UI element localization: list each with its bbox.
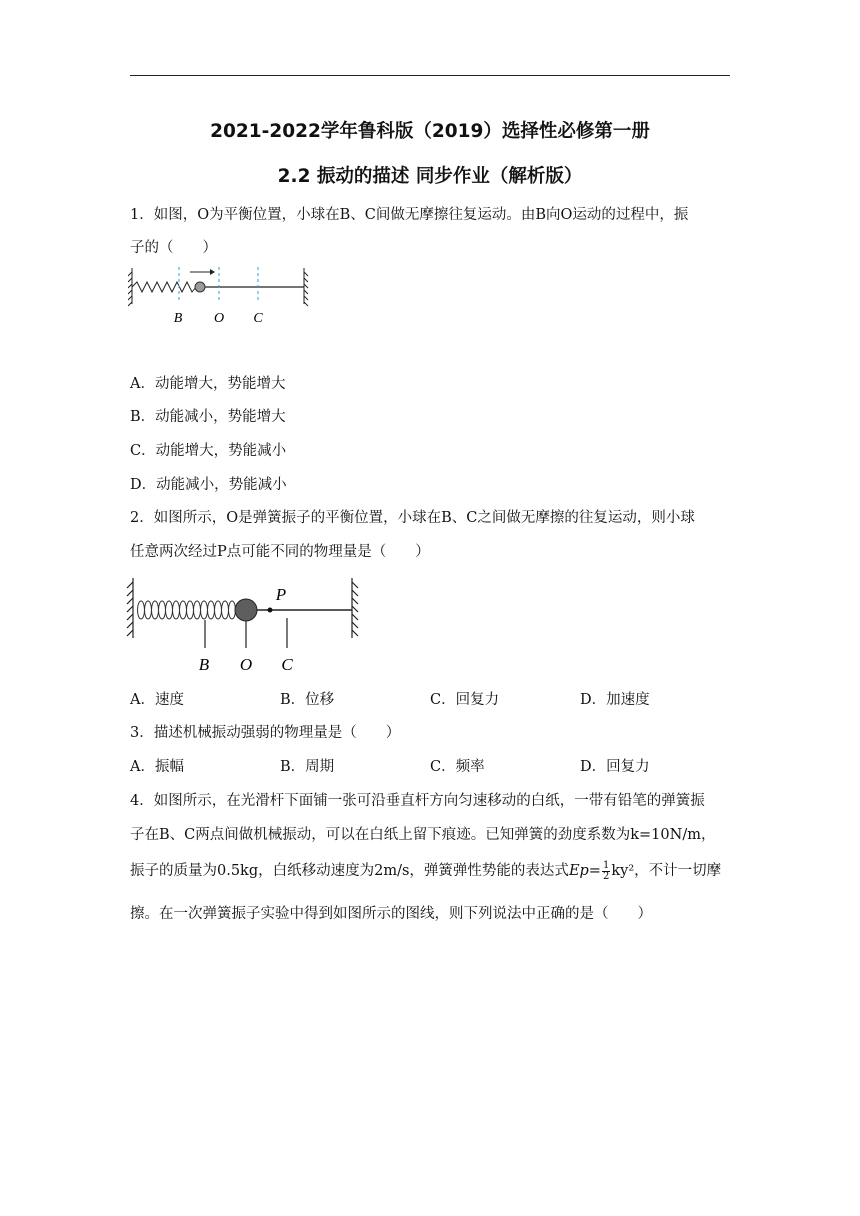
q2-option-a: A．速度 [130, 692, 184, 708]
q2-label-c: C [281, 655, 293, 674]
q2-option-d: D．加速度 [580, 692, 650, 708]
q4-potential-energy-symbol: Ep= [568, 863, 601, 879]
document-subtitle: 2.2 振动的描述 同步作业（解析版） [277, 166, 583, 187]
q4-fraction-numerator: 1 [602, 859, 610, 871]
q4-stem-line2: 子在B、C两点间做机械振动，可以在白纸上留下痕迹。已知弹簧的劲度系数为k=10N/m， [130, 827, 716, 843]
q4-stem-line1: 4．如图所示，在光滑杆下面铺一张可沿垂直杆方向匀速移动的白纸，一带有铅笔的弹簧振 [130, 793, 705, 809]
q2-label-b: B [198, 655, 210, 674]
q1-label-b: B [173, 311, 183, 326]
q2-option-c: C．回复力 [430, 692, 500, 708]
q4-stem-line3-tail: ky²，不计一切摩 [611, 863, 722, 879]
q1-stem-line2: 子的（ ） [130, 240, 217, 256]
q3-option-c: C．频率 [430, 759, 485, 775]
q2-stem-line2: 任意两次经过P点可能不同的物理量是（ ） [130, 544, 430, 560]
q2-spring-oscillator-figure [126, 576, 366, 674]
q1-label-o: O [213, 311, 225, 326]
q4-stem-line4: 擦。在一次弹簧振子实验中得到如图所示的图线，则下列说法中正确的是（ ） [130, 906, 652, 922]
q3-option-a: A．振幅 [130, 759, 184, 775]
document-title: 2021-2022学年鲁科版（2019）选择性必修第一册 [210, 121, 650, 142]
q3-option-d: D．回复力 [580, 759, 650, 775]
q1-stem-line1: 1．如图，O为平衡位置，小球在B、C间做无摩擦往复运动。由B向O运动的过程中，振 [130, 207, 689, 223]
q4-stem-line3 [130, 859, 721, 882]
q3-stem: 3．描述机械振动强弱的物理量是（ ） [130, 725, 401, 741]
q2-label-p: P [275, 585, 287, 604]
q1-option-d: D．动能减小，势能减小 [130, 477, 287, 493]
q3-option-b: B．周期 [280, 759, 335, 775]
q2-label-o: O [239, 655, 253, 674]
q4-fraction-denominator: 2 [602, 870, 610, 882]
q1-spring-oscillator-figure [128, 262, 318, 330]
q2-option-b: B．位移 [280, 692, 335, 708]
q1-option-b: B．动能减小，势能增大 [130, 409, 286, 425]
q1-option-c: C．动能增大，势能减小 [130, 443, 287, 459]
q4-fraction [602, 861, 610, 882]
q4-stem-line3-text: 振子的质量为0.5kg，白纸移动速度为2m/s，弹簧弹性势能的表达式 [130, 863, 569, 879]
q1-label-c: C [253, 311, 263, 326]
q1-option-a: A．动能增大，势能增大 [130, 376, 286, 392]
header-rule [130, 75, 730, 76]
q2-stem-line1: 2．如图所示，O是弹簧振子的平衡位置，小球在B、C之间做无摩擦的往复运动，则小球 [130, 510, 695, 526]
